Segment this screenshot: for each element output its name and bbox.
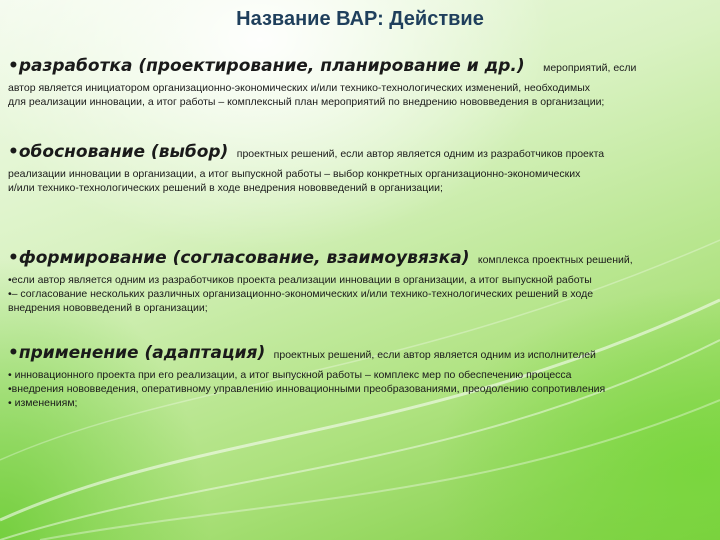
section-line: •– согласование нескольких различных организационно-экономических и/или технико-технологических решений в ходе xyxy=(8,288,594,300)
section-line: внедрения нововведений в организации; xyxy=(8,302,208,314)
section-application xyxy=(8,341,708,410)
section-line: • инновационного проекта при его реализации, а итог выпускной работы – комплекс мер по обеспечению процесса xyxy=(8,369,572,381)
section-line: для реализации инновации, а итог работы – комплексный план мероприятий по внедрению нововведения в организации; xyxy=(8,96,605,108)
section-heading-tail: мероприятий, если xyxy=(543,62,637,74)
section-heading: •разработка (проектирование, планирование и др.) xyxy=(8,56,525,76)
page-title: Название ВАР: Действие xyxy=(236,8,484,30)
section-heading: •обоснование (выбор) xyxy=(8,142,229,162)
section-heading-tail: проектных решений, если автор является одним из разработчиков проекта xyxy=(236,148,605,160)
section-justification xyxy=(8,140,708,195)
section-heading: •формирование (согласование, взаимоувязка) xyxy=(8,248,470,268)
section-line: реализации инновации в организации, а итог выпускной работы – выбор конкретных организационно-экономических xyxy=(8,168,581,180)
section-heading-tail: проектных решений, если автор является одним из исполнителей xyxy=(273,349,596,361)
section-development xyxy=(8,54,708,109)
section-heading: •применение (адаптация) xyxy=(8,343,266,363)
section-formation xyxy=(8,246,708,315)
section-line: • изменениям; xyxy=(8,397,78,409)
section-line: автор является инициатором организационно-экономических и/или технико-технологических изменений, необходимых xyxy=(8,82,590,94)
section-heading-tail: комплекса проектных решений, xyxy=(477,254,633,266)
section-line: •если автор является одним из разработчиков проекта реализации инновации в организации, а итог выпускной работы xyxy=(8,274,592,286)
section-line: •внедрения нововведения, оперативному управлению инновационными преобразованиями, преодолению сопротивления xyxy=(8,383,606,395)
section-line: и/или технико-технологических решений в ходе внедрения нововведений в организации; xyxy=(8,182,443,194)
